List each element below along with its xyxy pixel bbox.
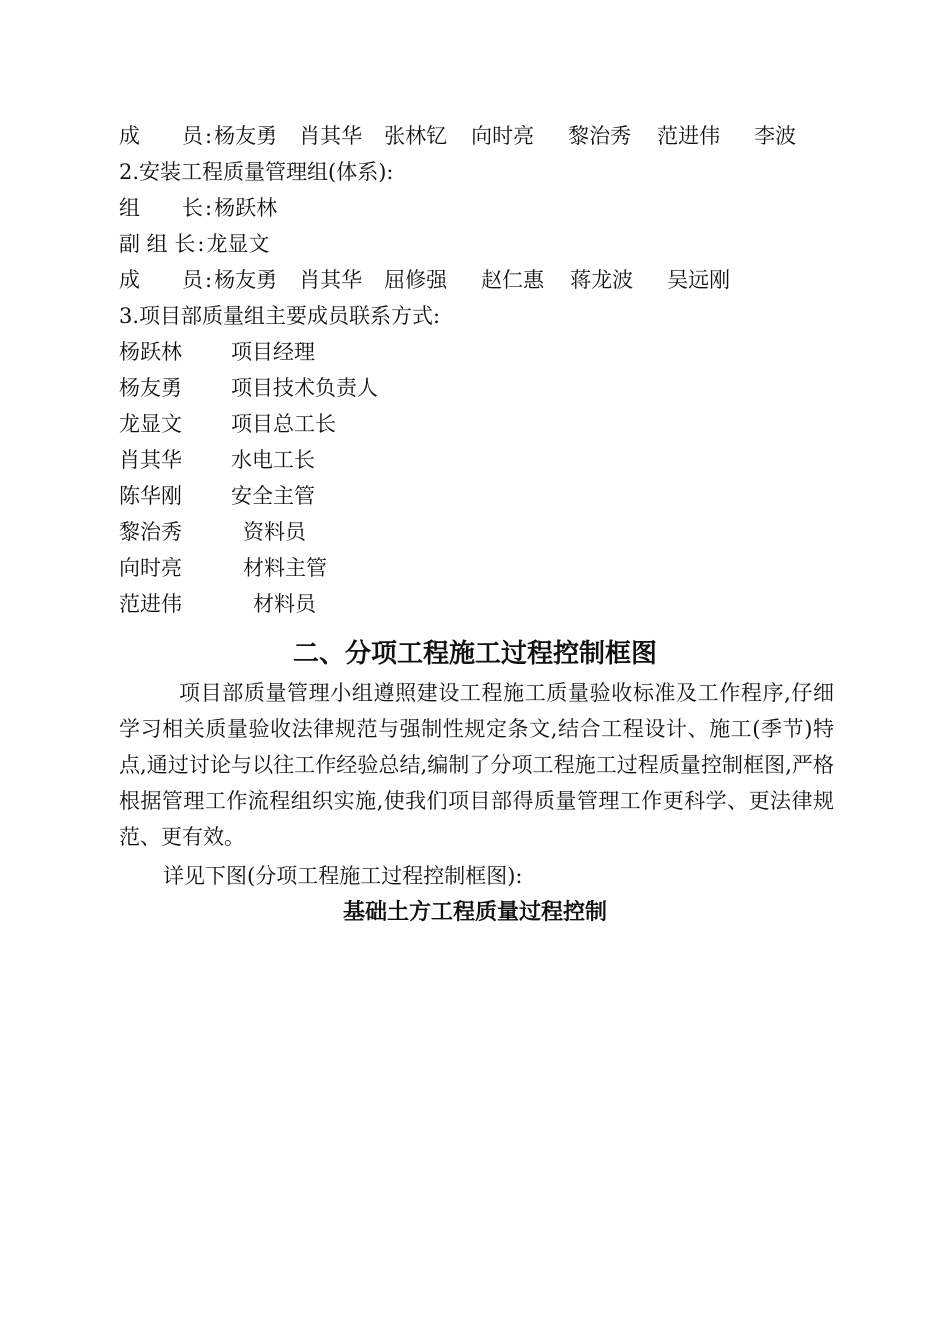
contact-name: 范进伟 — [119, 592, 182, 616]
install-group-deputy-line: 副 组 长:龙显文 — [119, 232, 270, 256]
member-name: 屈修强 — [384, 268, 448, 292]
contact-name: 龙显文 — [119, 412, 182, 436]
install-group-leader-line: 组 长:杨跃林 — [119, 196, 278, 220]
member-name: 张林钇 — [384, 124, 448, 148]
contact-row — [119, 518, 306, 546]
contact-name: 向时亮 — [119, 556, 182, 580]
member-name: 向时亮 — [471, 124, 535, 148]
contact-role: 项目技术负责人 — [231, 376, 378, 400]
contact-name: 杨跃林 — [119, 340, 182, 364]
contact-role: 项目总工长 — [231, 412, 336, 436]
member-name: 肖其华 — [299, 268, 363, 292]
diagram-title: 基础土方工程质量过程控制 — [342, 900, 607, 925]
leader-label: 组 长 — [119, 196, 203, 220]
leader-name: 杨跃林 — [214, 196, 278, 220]
contact-name: 黎治秀 — [119, 520, 182, 544]
contact-name: 陈华刚 — [119, 484, 182, 508]
contact-role: 安全主管 — [231, 484, 315, 508]
member-name: 李波 — [754, 124, 797, 148]
civil-group-members-line: 成 员:杨友勇 肖其华 张林钇 向时亮 黎治秀 范进伟 李波 — [119, 124, 797, 148]
contacts-heading: 3.项目部质量组主要成员联系方式: — [119, 304, 441, 328]
deputy-name: 龙显文 — [206, 232, 270, 256]
member-name: 肖其华 — [299, 124, 363, 148]
contact-role: 项目经理 — [231, 340, 315, 364]
contact-role: 材料员 — [253, 592, 316, 616]
contact-role: 资料员 — [243, 520, 306, 544]
install-group-heading: 2.安装工程质量管理组(体系): — [119, 160, 394, 184]
member-name: 杨友勇 — [214, 268, 278, 292]
member-name: 赵仁惠 — [481, 268, 545, 292]
section-title: 二、分项工程施工过程控制框图 — [292, 639, 657, 669]
see-below-note: 详见下图(分项工程施工过程控制框图): — [163, 864, 523, 888]
members-label: 成 员 — [119, 124, 203, 148]
contact-row — [119, 446, 315, 474]
member-name: 吴远刚 — [667, 268, 731, 292]
member-name: 蒋龙波 — [570, 268, 634, 292]
contact-row — [119, 482, 315, 510]
contact-row — [119, 338, 315, 366]
install-group-members-line: 成 员:杨友勇 肖其华 屈修强 赵仁惠 蒋龙波 吴远刚 — [119, 268, 731, 292]
contact-name: 肖其华 — [119, 448, 182, 472]
contact-name: 杨友勇 — [119, 376, 182, 400]
section-paragraph: 项目部质量管理小组遵照建设工程施工质量验收标准及工作程序,仔细学习相关质量验收法律规范与强制性规定条文,结合工程设计、施工(季节)特点,通过讨论与以往工作经验总结,编制了分项工程施工过程质量控制框图,严格根据管理工作流程组织实施,使我们项目部得质量管理工作更科学、更法律规范、更有效。 — [119, 681, 834, 849]
members-label: 成 员 — [119, 268, 203, 292]
contact-role: 水电工长 — [231, 448, 315, 472]
contact-role: 材料主管 — [243, 556, 327, 580]
contact-row — [119, 374, 378, 402]
member-name: 杨友勇 — [214, 124, 278, 148]
contact-row — [119, 410, 336, 438]
contact-row — [119, 590, 316, 618]
member-name: 范进伟 — [657, 124, 721, 148]
member-name: 黎治秀 — [568, 124, 632, 148]
deputy-label: 副 组 长 — [119, 232, 196, 256]
contact-row — [119, 554, 327, 582]
